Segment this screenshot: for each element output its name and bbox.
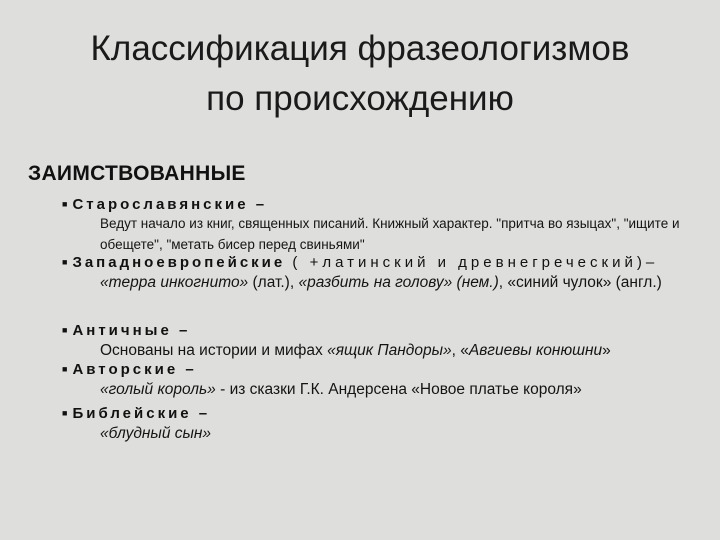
- item-label: Античные –: [72, 322, 191, 339]
- bullet-icon: ■: [62, 257, 68, 267]
- description-text: - из сказки Г.К. Андерсена «Новое платье короля»: [215, 381, 582, 398]
- list-item-antique: [62, 322, 712, 363]
- bullet-icon: ■: [62, 364, 68, 374]
- description-text: (лат.),: [248, 274, 299, 291]
- item-label: Старославянские –: [72, 196, 268, 213]
- item-label: Библейские –: [72, 405, 211, 422]
- idiom-text: «голый король»: [100, 381, 216, 398]
- description-text: Основаны на истории и мифах: [100, 342, 328, 359]
- list-item-biblical: [62, 405, 712, 446]
- section-heading: ЗАИМСТВОВАННЫЕ: [28, 162, 246, 185]
- idiom-text: «ящик Пандоры»: [327, 342, 452, 359]
- idiom-text: Авгиевы конюшни: [468, 342, 603, 359]
- item-description: [100, 378, 712, 402]
- slide-title: [20, 24, 700, 124]
- item-description: [100, 422, 712, 446]
- description-text: , «: [451, 342, 469, 359]
- item-description: [100, 339, 712, 363]
- item-description: Ведут начало из книг, священных писаний. Книжный характер. "притча во языцах", "ищите и обещете", "метать бисер перед свиньями": [100, 216, 680, 252]
- description-text: »: [602, 342, 611, 359]
- list-item-old-slavonic: [62, 196, 712, 255]
- idiom-text: «терра инкогнито»: [100, 274, 249, 291]
- item-label: Авторские –: [72, 361, 197, 378]
- item-note: ( +латинский и древнегреческий)–: [292, 254, 659, 271]
- description-text: , «синий чулок» (англ.): [498, 274, 662, 291]
- idiom-text: «разбить на голову» (нем.): [298, 274, 499, 291]
- bullet-icon: ■: [62, 408, 68, 418]
- bullet-icon: ■: [62, 325, 68, 335]
- list-item-author: [62, 361, 712, 402]
- item-label: Западноевропейские: [72, 254, 286, 271]
- title-line-2: по происхождению: [206, 79, 514, 118]
- idiom-text: «блудный сын»: [100, 425, 212, 442]
- bullet-icon: ■: [62, 199, 68, 209]
- title-line-1: Классификация фразеологизмов: [90, 29, 630, 68]
- item-description: [100, 271, 712, 295]
- list-item-western-european: [62, 254, 712, 295]
